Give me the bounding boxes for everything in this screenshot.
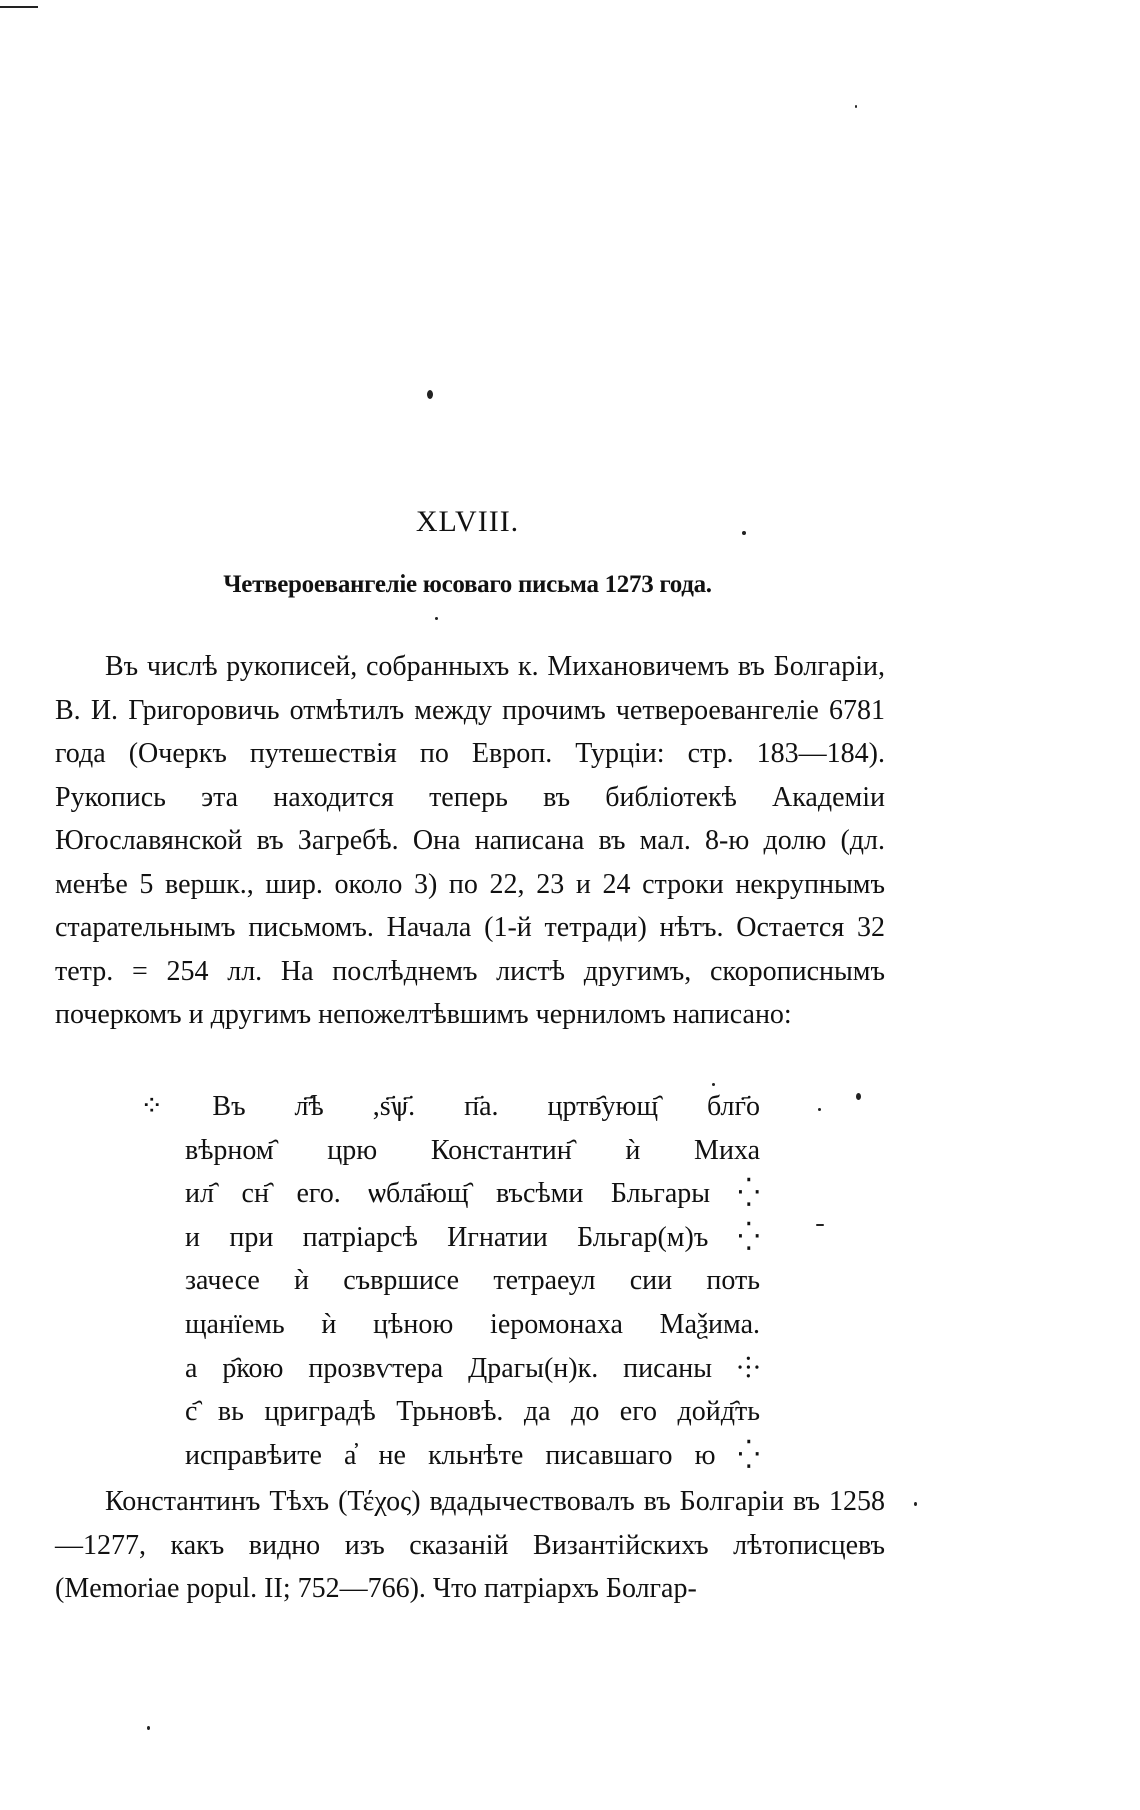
top-edge-mark: [0, 6, 38, 8]
inscription-line: вѣрном҄ црю Константин҄ ѝ Миха: [185, 1134, 760, 1166]
scan-speck: [816, 1224, 824, 1226]
quoted-inscription: [140, 1085, 760, 1477]
inscription-line: ил҄ сн҄ его. ѡбла҃ющ҄ въсѣми Бльгары ⁛: [185, 1178, 760, 1210]
body-paragraph-commentary: Константинъ Тѣхъ (Τέχος) вдадычествовалъ въ Болгаріи въ 1258—1277, какъ видно изъ сказаній Византійскихъ лѣтописцевъ (Memoriae popul. II; 752—766). Что патріархъ Болгар-: [55, 1486, 885, 1604]
scan-speck: [914, 1502, 917, 1506]
inscription-line: и при патріарсѣ Игнатии Бльгар(м)ъ ⁛: [185, 1221, 760, 1253]
scan-speck: [856, 1093, 861, 1100]
inscription-line: щанїемь ѝ цѣною іеромонаха Маѯима.: [185, 1308, 760, 1340]
inscription-line: ⁘ Въ л҃ѣ ,ѕ҃ѱ҃. п҃а. цртв҄ующ҄ блг҃о: [140, 1091, 760, 1122]
inscription-line: исправѣите а̓ не кльнѣте писавшаго ю ⁛: [185, 1439, 760, 1471]
section-title: Четвероевангеліе юсоваго письма 1273 года.: [223, 571, 712, 598]
inscription-line: зачесе ѝ съвршисе тетраеул сии поть: [185, 1265, 760, 1297]
inscription-line: с҄ вь цриградѣ Трьновѣ. да до его дойд҄ть: [185, 1396, 760, 1428]
scan-speck: [855, 105, 857, 108]
scan-speck: [147, 1726, 150, 1730]
scan-speck: [427, 390, 433, 399]
scan-speck: [435, 617, 438, 620]
scan-speck: [818, 1108, 821, 1111]
inscription-line: а р҄кою прозвѵтера Драгы(н)к. писаны ⸭: [185, 1352, 760, 1384]
body-paragraph-intro: Въ числѣ рукописей, собранныхъ к. Михановичемъ въ Болгаріи, В. И. Григоровичь отмѣтилъ между прочимъ четвероевангеліе 6781 года (Очеркъ путешествія по Европ. Турціи: стр. 183—184). Рукопись эта находится теперь въ библіотекѣ Академіи Югославянской въ Загребѣ. Она написана въ мал. 8-ю долю (дл. менѣе 5 вершк., шир. около 3) по 22, 23 и 24 строки некрупнымъ старательнымъ письмомъ. Начала (1-й тетради) нѣтъ. Остается 32 тетр. = 254 лл. На послѣднемъ листѣ другимъ, скорописнымъ почеркомъ и другимъ непожелтѣвшимъ черниломъ написано:: [55, 651, 885, 1030]
section-number: XLVIII.: [415, 505, 520, 538]
